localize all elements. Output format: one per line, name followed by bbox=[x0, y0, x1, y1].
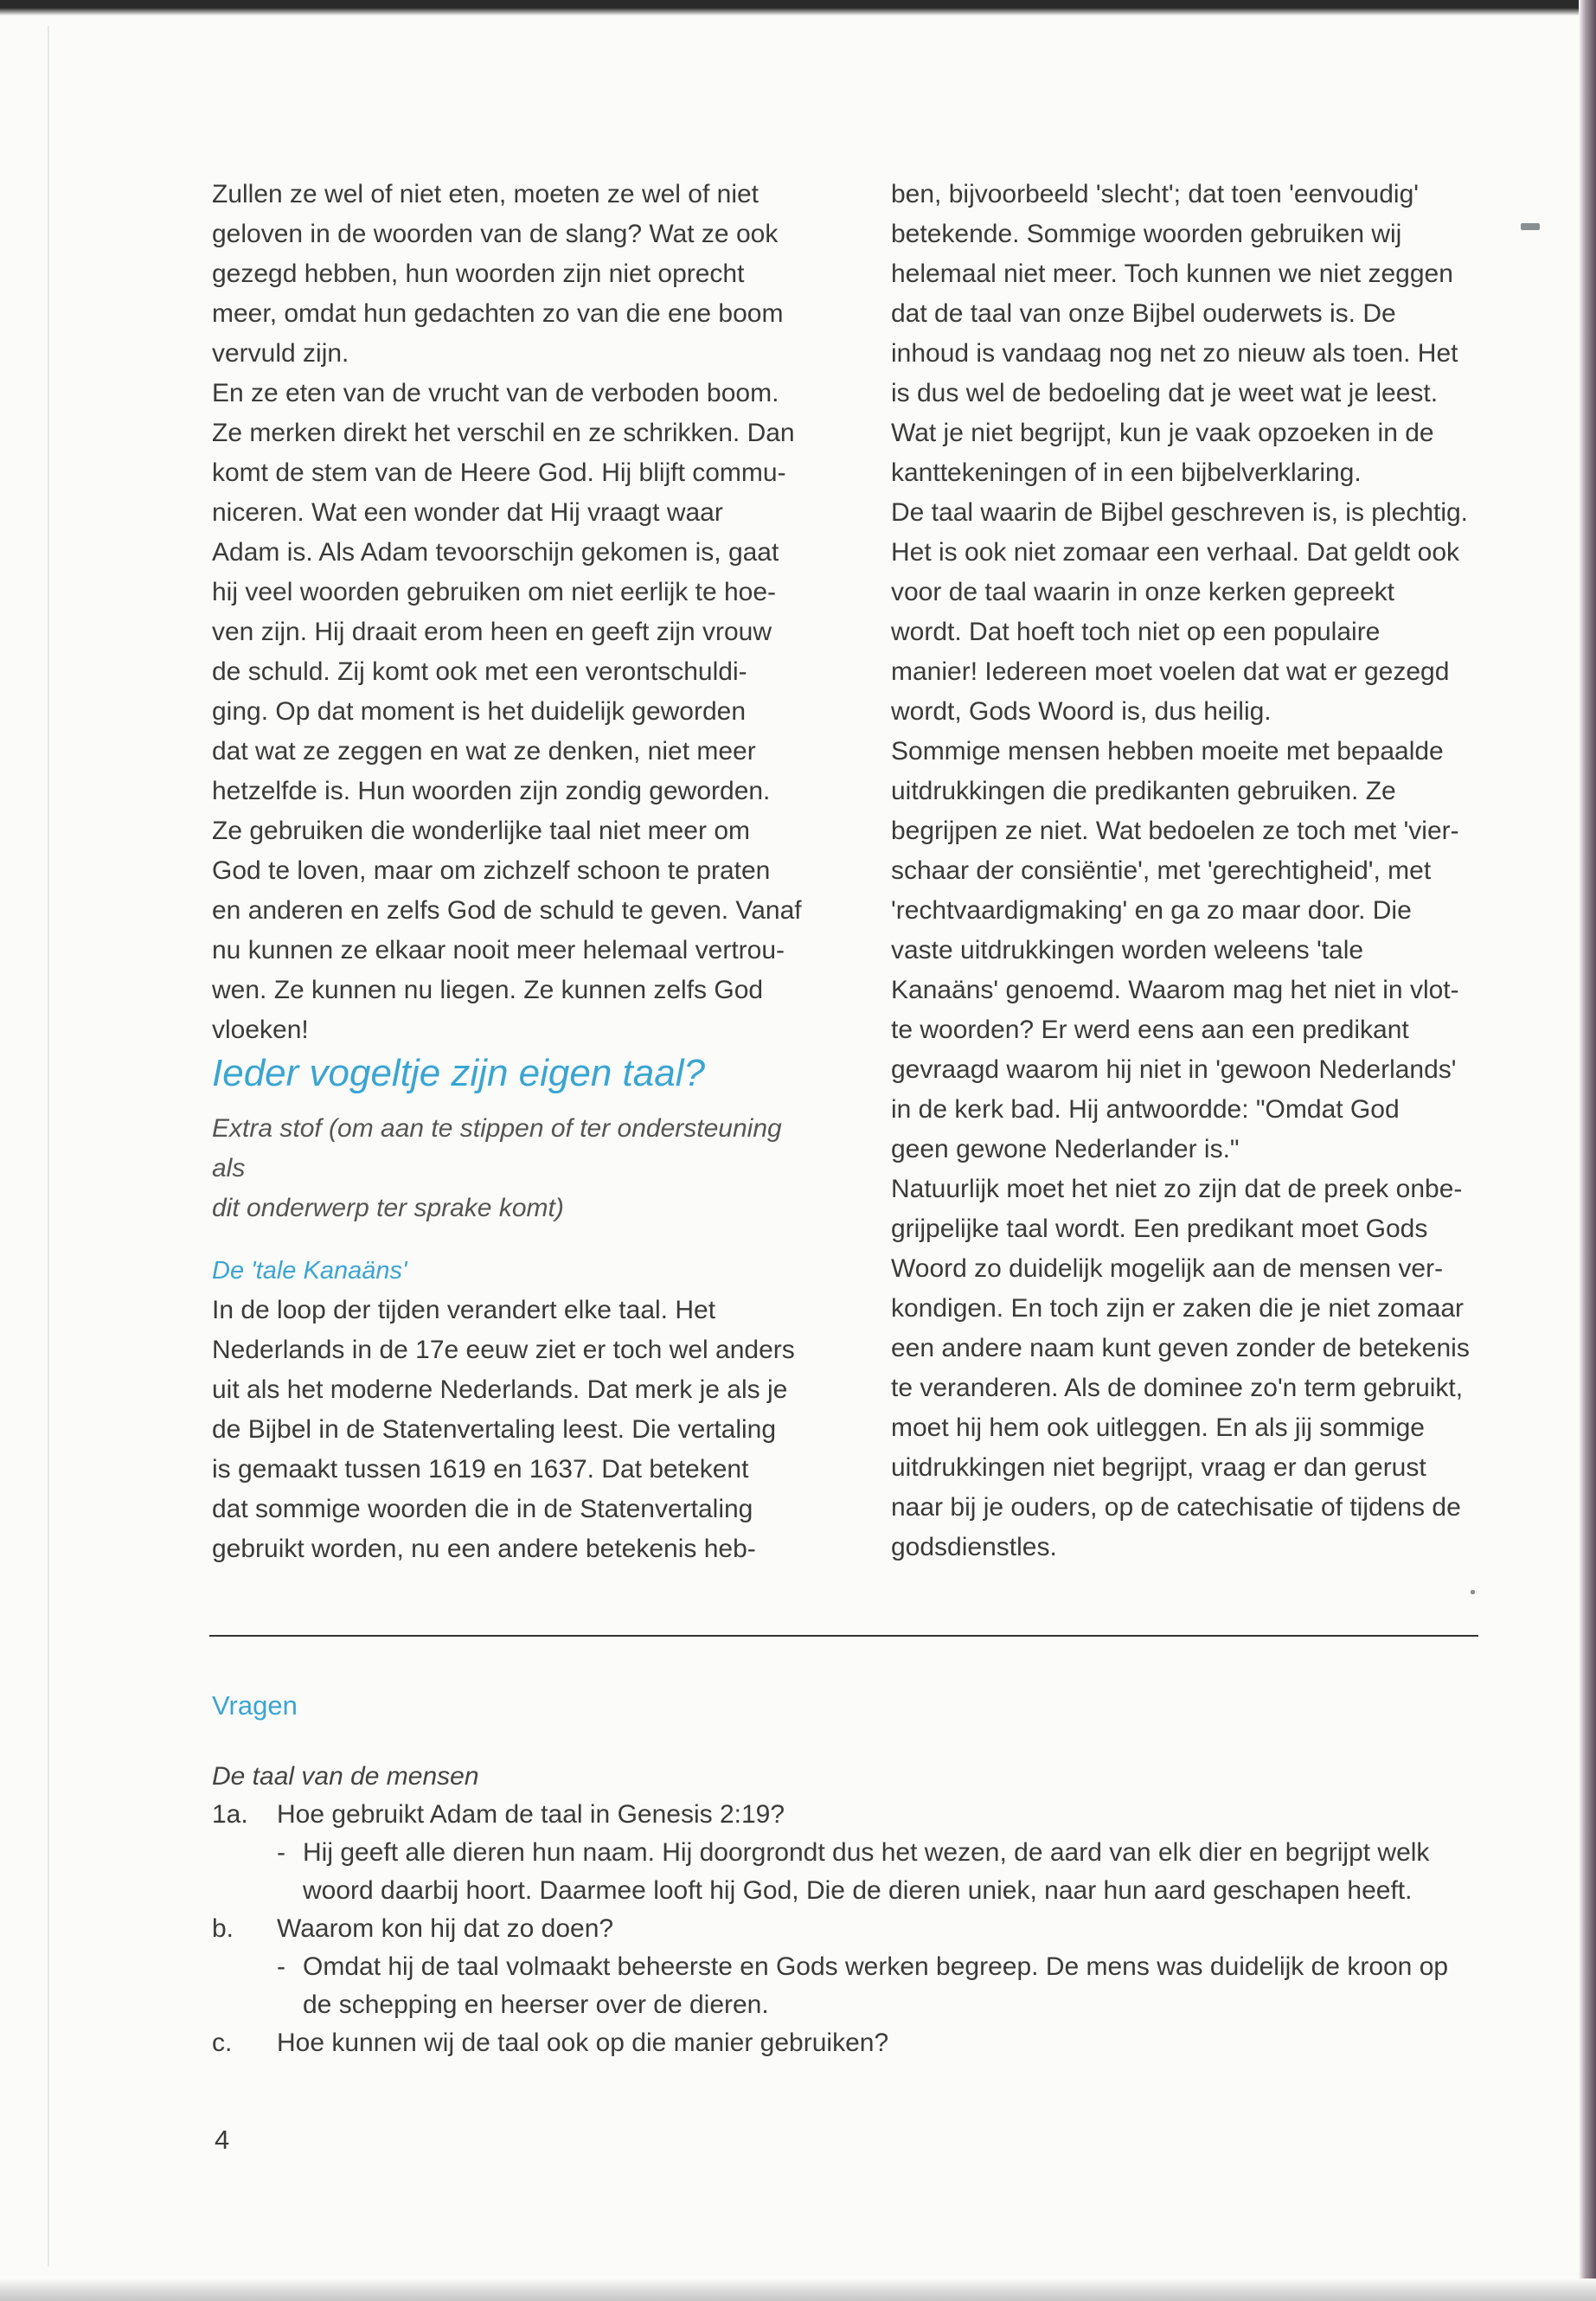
question-label: b. bbox=[212, 1914, 234, 1943]
subheading: De 'tale Kanaäns' bbox=[212, 1257, 407, 1285]
scan-edge-bottom bbox=[0, 2279, 1596, 2301]
questions-subtitle: De taal van de mensen bbox=[212, 1762, 479, 1791]
question-text: Hoe kunnen wij de taal ook op die manier gebruiken? bbox=[277, 2029, 889, 2057]
right-column bbox=[891, 175, 1497, 1567]
section-divider bbox=[209, 1635, 1478, 1637]
answer-item bbox=[212, 1948, 1492, 2024]
answer-dash: - bbox=[277, 1952, 285, 1981]
paragraph: Zullen ze wel of niet eten, moeten ze wel of niet geloven in de woorden van de slang? Wat ze ook gezegd hebben, hun woorden zijn niet oprecht meer, omdat hun gedachten zo van die ene boom vervuld zijn. bbox=[212, 180, 784, 368]
scan-speck bbox=[1521, 223, 1540, 230]
paragraph: In de loop der tijden verandert elke taal. Het Nederlands in de 17e eeuw ziet er toch wel anders uit als het moderne Nederlands. Dat merk je als je de Bijbel in de Statenvertaling leest. Die vertaling is gemaakt tussen 1619 en 1637. Dat betekent dat sommige woorden die in de Statenvertaling gebruikt worden, nu een andere betekenis heb- bbox=[212, 1296, 795, 1563]
question-label: 1a. bbox=[212, 1800, 248, 1829]
scan-speck bbox=[1471, 1590, 1475, 1594]
paragraph: Sommige mensen hebben moeite met bepaalde uitdrukkingen die predikanten gebruiken. Ze begrijpen ze niet. Wat bedoelen ze toch met 'vier- schaar der consiëntie', met 'gerechtigheid', met 'rechtvaardigmaking' en ga zo maar door. Die vaste uitdrukkingen worden weleens 'tale Kanaäns' genoemd. Waarom mag het niet in vlot- te woorden? Er werd eens aan een predikant gevraagd waarom hij niet in 'gewoon Nederlands' in de kerk bad. Hij antwoordde: "Omdat God geen gewone Nederlander is." bbox=[891, 737, 1459, 1163]
question-item bbox=[212, 1796, 1492, 1834]
answer-text: Hij geeft alle dieren hun naam. Hij doorgrondt dus het wezen, de aard van elk dier en begrijpt welk woord daarbij hoort. Daarmee looft hij God, Die de dieren uniek, naar hun aard geschapen heeft. bbox=[303, 1838, 1430, 1905]
paragraph: De taal waarin de Bijbel geschreven is, is plechtig. Het is ook niet zomaar een verhaal. Dat geldt ook voor de taal waarin in onze kerken gepreekt wordt. Dat hoeft toch niet op een populaire manier! Iedereen moet voelen dat wat er gezegd wordt, Gods Woord is, dus heilig. bbox=[891, 498, 1469, 726]
left-column bbox=[212, 175, 817, 1569]
answer-item bbox=[212, 1834, 1492, 1910]
question-item bbox=[212, 2024, 1492, 2062]
section-heading: Ieder vogeltje zijn eigen taal? bbox=[212, 1052, 705, 1094]
paragraph: ben, bijvoorbeeld 'slecht'; dat toen 'eenvoudig' betekende. Sommige woorden gebruiken wij helemaal niet meer. Toch kunnen we niet zeggen dat de taal van onze Bijbel ouderwets is. De inhoud is vandaag nog net zo nieuw als toen. Het is dus wel de bedoeling dat je weet wat je leest. Wat je niet begrijpt, kun je vaak opzoeken in de kanttekeningen of in een bijbelverklaring. bbox=[891, 180, 1458, 487]
section-note: Extra stof (om aan te stippen of ter ondersteuning als dit onderwerp ter sprake komt) bbox=[212, 1114, 782, 1222]
questions-section bbox=[212, 1687, 1492, 2062]
question-text: Hoe gebruikt Adam de taal in Genesis 2:19? bbox=[277, 1800, 785, 1829]
answer-text: Omdat hij de taal volmaakt beheerste en Gods werken begreep. De mens was duidelijk de kroon op de schepping en heerser over de dieren. bbox=[303, 1952, 1449, 2019]
question-item bbox=[212, 1910, 1492, 1948]
question-text: Waarom kon hij dat zo doen? bbox=[277, 1914, 614, 1943]
question-label: c. bbox=[212, 2029, 233, 2057]
answer-dash: - bbox=[277, 1838, 285, 1867]
paragraph: En ze eten van de vrucht van de verboden boom. Ze merken direkt het verschil en ze schrikken. Dan komt de stem van de Heere God. Hij blijft commu- niceren. Wat een wonder dat Hij vraagt waar Adam is. Als Adam tevoorschijn gekomen is, gaat hij veel woorden gebruiken om niet eerlijk te hoe- ven zijn. Hij draait erom heen en geeft zijn vrouw de schuld. Zij komt ook met een verontschuldi- ging. Op dat moment is het duidelijk geworden dat wat ze zeggen en wat ze denken, niet meer hetzelfde is. Hun woorden zijn zondig geworden. Ze gebruiken die wonderlijke taal niet meer om God te loven, maar om zichzelf schoon te praten en anderen en zelfs God de schuld te geven. Vanaf nu kunnen ze elkaar nooit meer helemaal vertrou- wen. Ze kunnen nu liegen. Ze kunnen zelfs God vloeken! bbox=[212, 379, 802, 1044]
scan-edge-right bbox=[1579, 0, 1596, 2301]
scan-edge-top bbox=[0, 0, 1596, 16]
paragraph: Natuurlijk moet het niet zo zijn dat de preek onbe- grijpelijke taal wordt. Een predikant moet Gods Woord zo duidelijk mogelijk aan de mensen ver- kondigen. En toch zijn er zaken die je niet zomaar een andere naam kunt geven zonder de betekenis te veranderen. Als de dominee zo'n term gebruikt, moet hij hem ook uitleggen. En als jij sommige uitdrukkingen niet begrijpt, vraag er dan gerust naar bij je ouders, op de catechisatie of tijdens de godsdienstles. bbox=[891, 1175, 1470, 1561]
page-number: 4 bbox=[215, 2125, 230, 2155]
questions-title: Vragen bbox=[212, 1690, 298, 1721]
scan-edge-left bbox=[48, 26, 49, 2266]
